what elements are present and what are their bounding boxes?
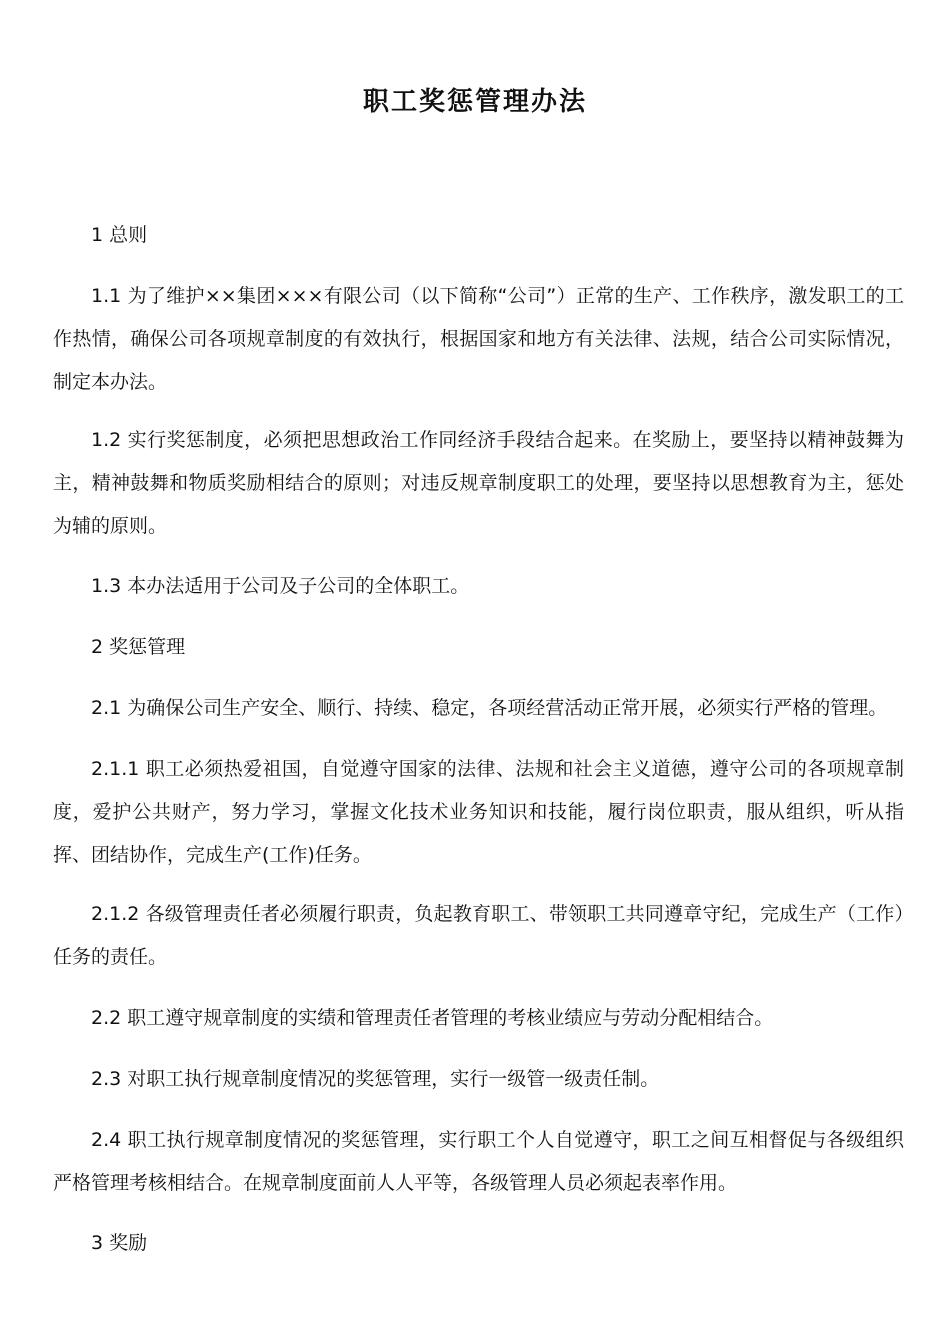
paragraph-2-1-1: 2.1.1 职工必须热爱祖国，自觉遵守国家的法律、法规和社会主义道德，遵守公司的各项规章制度，爱护公共财产，努力学习，掌握文化技术业务知识和技能，履行岗位职责，服从组织，听从指挥、团结协作，完成生产(工作)任务。 — [53, 758, 904, 866]
section-heading-reward-punishment: 2 奖惩管理 — [91, 636, 186, 658]
section-heading-rewards: 3 奖励 — [91, 1232, 148, 1254]
paragraph-2-4: 2.4 职工执行规章制度情况的奖惩管理，实行职工个人自觉遵守，职工之间互相督促与各级组织严格管理考核相结合。在规章制度面前人人平等，各级管理人员必须起表率作用。 — [53, 1129, 904, 1194]
paragraph-1-3: 1.3 本办法适用于公司及子公司的全体职工。 — [91, 575, 470, 597]
paragraph-2-1-2: 2.1.2 各级管理责任者必须履行职责，负起教育职工、带领职工共同遵章守纪，完成生产（工作）任务的责任。 — [53, 903, 904, 968]
paragraph-2-2: 2.2 职工遵守规章制度的实绩和管理责任者管理的考核业绩应与劳动分配相结合。 — [91, 1007, 774, 1029]
paragraph-1-1: 1.1 为了维护××集团×××有限公司（以下简称“公司”）正常的生产、工作秩序，激发职工的工作热情，确保公司各项规章制度的有效执行，根据国家和地方有关法律、法规，结合公司实际情况，制定本办法。 — [53, 285, 904, 393]
paragraph-2-1: 2.1 为确保公司生产安全、顺行、持续、稳定，各项经营活动正常开展，必须实行严格的管理。 — [91, 697, 888, 719]
paragraph-1-2: 1.2 实行奖惩制度，必须把思想政治工作同经济手段结合起来。在奖励上，要坚持以精神鼓舞为主，精神鼓舞和物质奖励相结合的原则；对违反规章制度职工的处理，要坚持以思想教育为主，惩处为辅的原则。 — [53, 429, 904, 537]
document-title: 职工奖惩管理办法 — [362, 87, 587, 117]
paragraph-2-3: 2.3 对职工执行规章制度情况的奖惩管理，实行一级管一级责任制。 — [91, 1068, 660, 1090]
section-heading-general: 1 总则 — [91, 224, 148, 246]
